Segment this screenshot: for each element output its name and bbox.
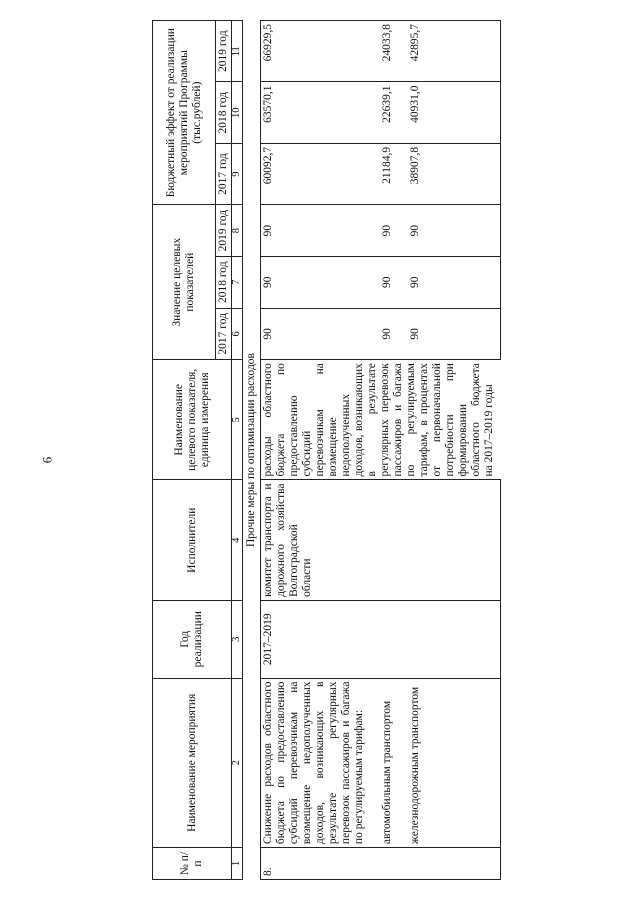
row-num: 8. [261,848,368,880]
row-effect-2017: 38907,8 [395,143,501,204]
row-value-2018: 90 [367,256,395,308]
row-num [395,848,501,880]
row-value-2018: 90 [261,256,368,308]
header-year: Год реализации [153,600,232,678]
row-effect-2019: 24033,8 [367,21,395,82]
header-budget-effect: Бюджетный эффект от реализации мероприятий Программы (тыс.рублей) [153,21,216,205]
row-effect-2019: 66929,5 [261,21,368,82]
row-executors [395,480,501,600]
row-effect-2019: 42895,7 [395,21,501,82]
header-num: № п/п [153,848,232,880]
section-title: Прочие меры по оптимизации расходов [243,21,261,880]
row-value-2017: 90 [261,308,368,360]
header-effect-2017: 2017 год [216,143,232,204]
col-number: 2 [232,678,243,848]
row-name: железнодорожным транспортом [395,678,501,848]
col-number: 4 [232,480,243,600]
page-number: 6 [39,456,55,464]
row-value-2019: 90 [395,205,501,257]
header-year-2018: 2018 год [216,256,232,308]
row-executors: комитет транспорта и дорожного хозяйства Волгоградской области [261,480,368,600]
row-value-2019: 90 [261,205,368,257]
row-value-2018: 90 [395,256,501,308]
row-effect-2017: 21184,9 [367,143,395,204]
header-effect-2018: 2018 год [216,82,232,143]
header-year-2019: 2019 год [216,205,232,257]
col-number: 6 [232,308,243,360]
rotated-table-container [152,20,612,880]
header-indicator: Наименование целевого показателя, единица измерения [153,360,232,480]
row-value-2017: 90 [395,308,501,360]
col-number: 11 [232,21,243,82]
row-name: Снижение расходов областного бюджета по предоставлению субсидий перевозчикам на возмещение недополученных доходов, возникающих в результате регулярных перевозок пассажиров и багажа по регулируемым тарифам: [261,678,368,848]
header-target-values: Значение целевых показателей [153,205,216,360]
row-year: 2017–2019 [261,600,368,678]
col-number: 10 [232,82,243,143]
col-number: 9 [232,143,243,204]
row-year [367,600,395,678]
header-effect-2019: 2019 год [216,21,232,82]
row-executors [367,480,395,600]
header-year-2017: 2017 год [216,308,232,360]
row-effect-2018: 63570,1 [261,82,368,143]
col-number: 1 [232,848,243,880]
program-table [152,20,501,880]
col-number: 3 [232,600,243,678]
col-number: 5 [232,360,243,480]
header-executors: Исполнители [153,480,232,600]
row-year [395,600,501,678]
row-value-2017: 90 [367,308,395,360]
col-number: 8 [232,205,243,257]
col-number: 7 [232,256,243,308]
row-indicator: расходы областного бюджета по предоставлению субсидий перевозчикам на возмещение недополученных доходов, возникающих в результате регулярных перевозок пассажиров и багажа по регулируемым тарифам, в процентах от первоначальной потребности при формировании областного бюджета на 2017–2019 годы [261,360,501,480]
row-value-2019: 90 [367,205,395,257]
row-name: автомобильным транспортом [367,678,395,848]
header-name: Наименование мероприятия [153,678,232,848]
row-num [367,848,395,880]
row-effect-2017: 60092,7 [261,143,368,204]
row-effect-2018: 22639,1 [367,82,395,143]
row-effect-2018: 40931,0 [395,82,501,143]
